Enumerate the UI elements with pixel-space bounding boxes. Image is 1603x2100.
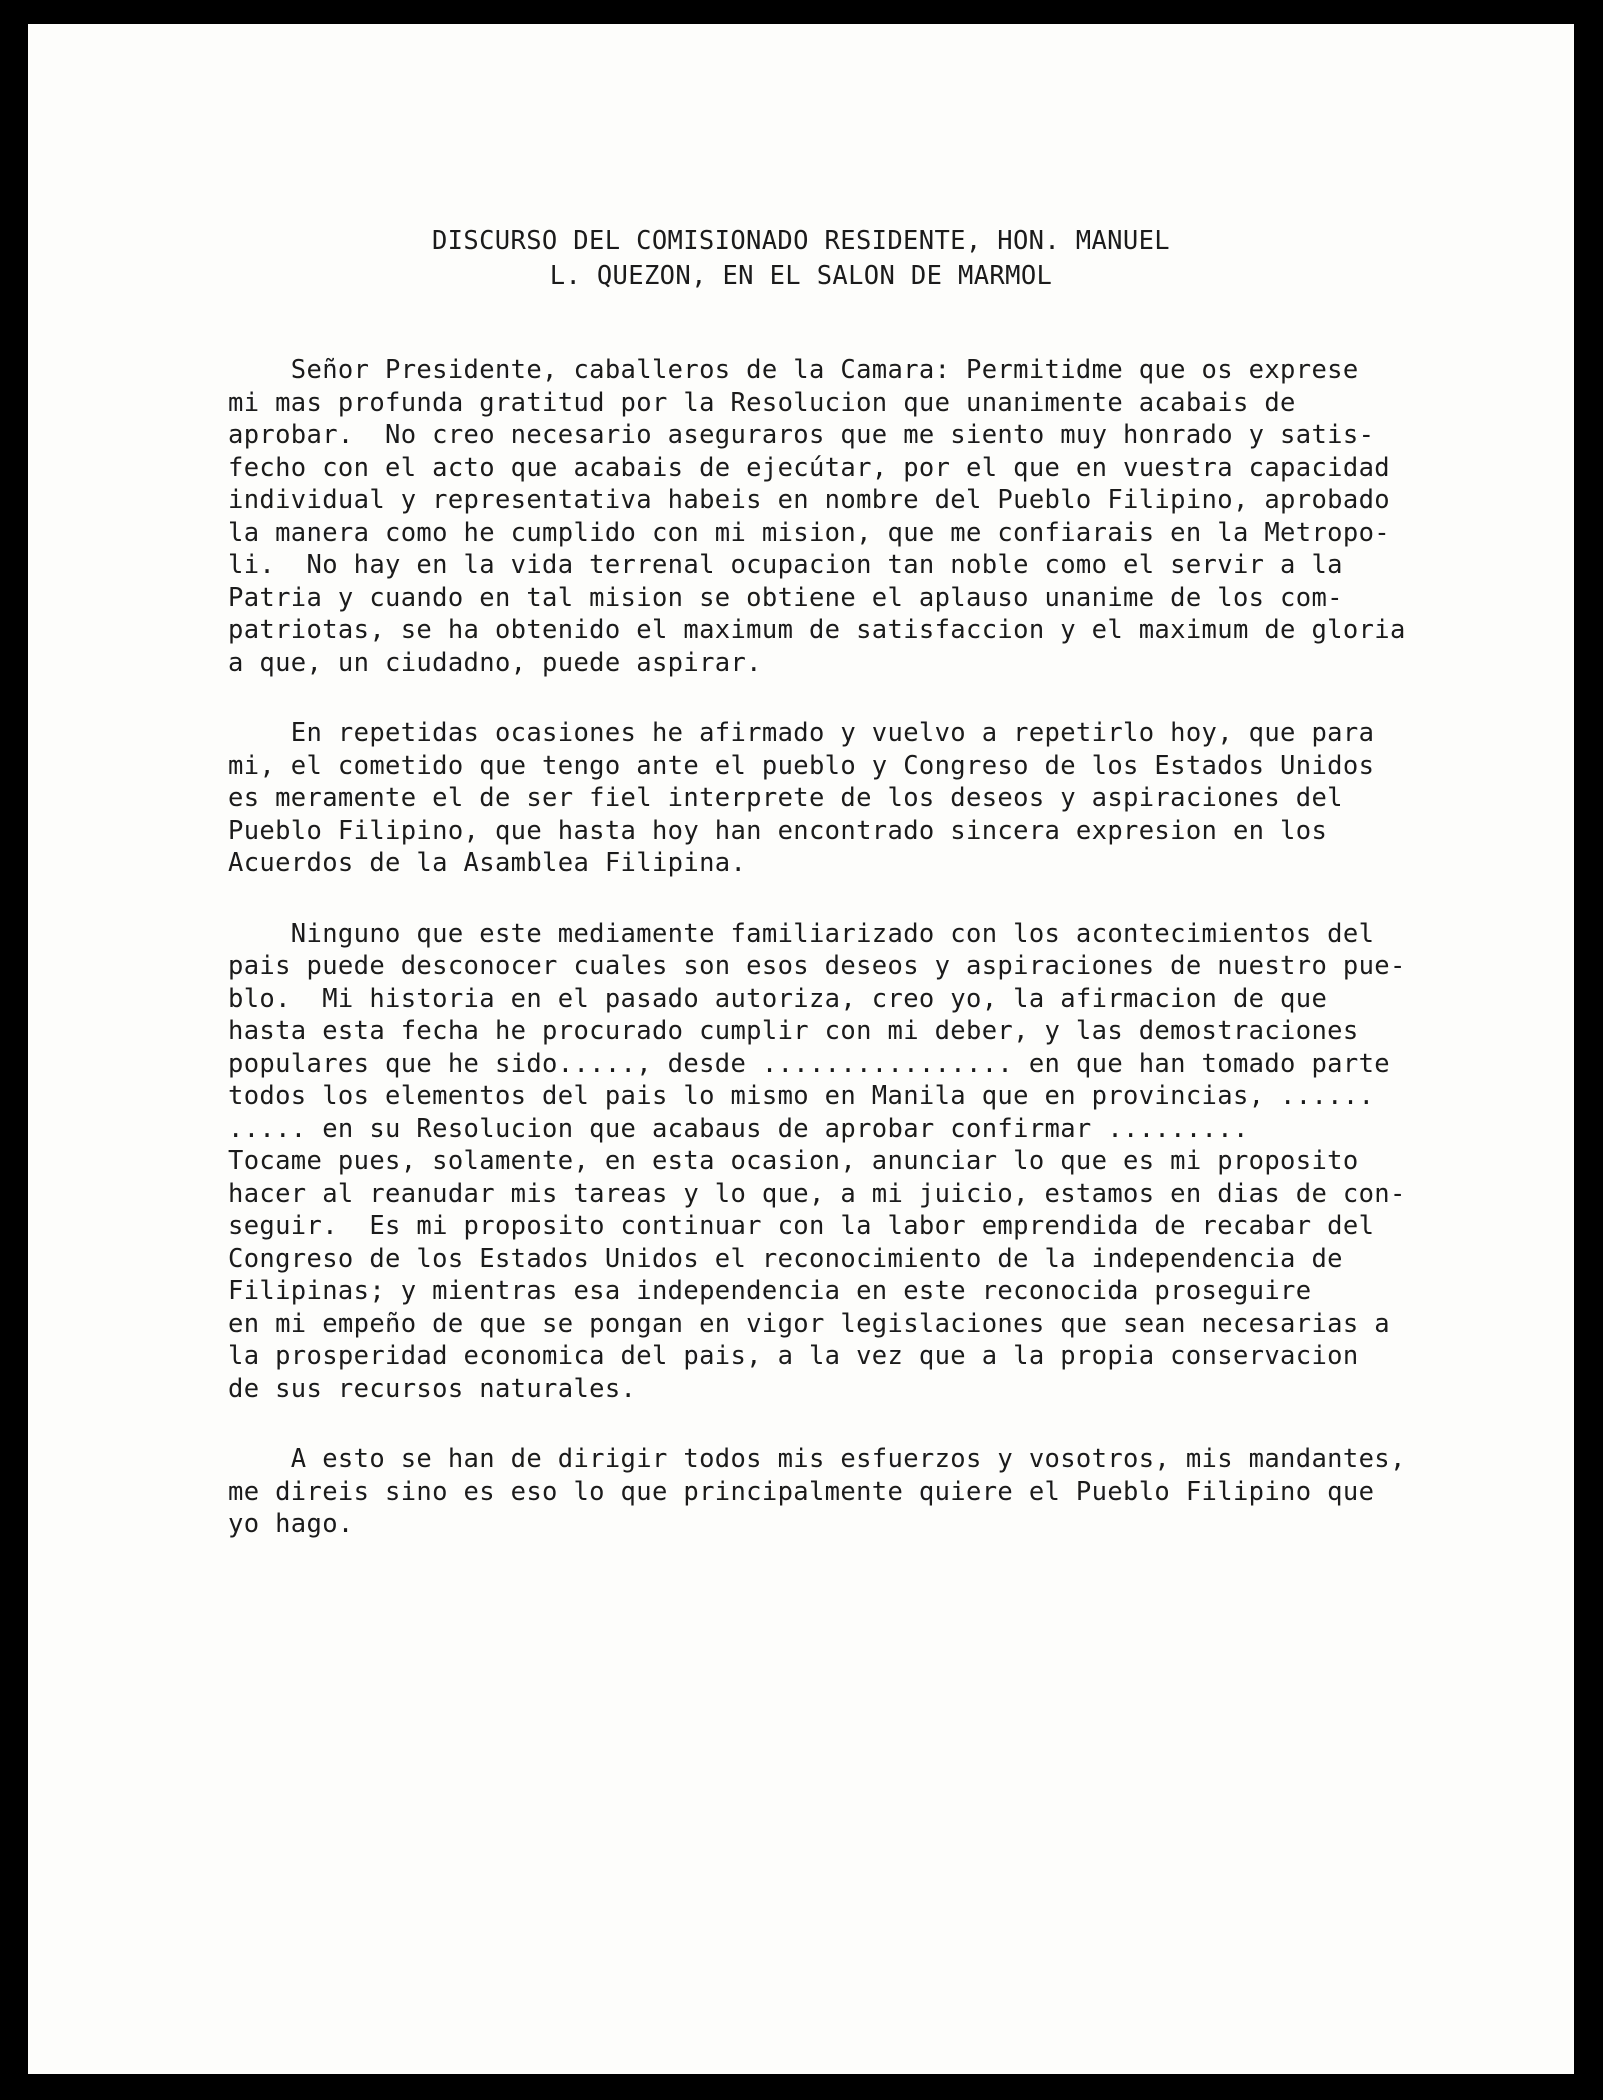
text-line: aprobar. No creo necesario aseguraros que me siento muy honrado y satis- bbox=[228, 420, 1375, 450]
text-line: la prosperidad economica del pais, a la vez que a la propia conservacion bbox=[228, 1341, 1359, 1371]
paragraph-1 bbox=[228, 354, 1518, 679]
text-line: Ninguno que este mediamente familiarizado con los acontecimientos del bbox=[228, 918, 1375, 949]
document-title bbox=[28, 224, 1574, 294]
paragraph-4 bbox=[228, 1443, 1518, 1541]
text-line: todos los elementos del pais lo mismo en Manila que en provincias, ...... bbox=[228, 1081, 1375, 1111]
text-line: hasta esta fecha he procurado cumplir con mi deber, y las demostraciones bbox=[228, 1016, 1359, 1046]
text-line: patriotas, se ha obtenido el maximum de satisfaccion y el maximum de gloria bbox=[228, 615, 1406, 645]
text-line: me direis sino es eso lo que principalmente quiere el Pueblo Filipino que bbox=[228, 1476, 1375, 1507]
text-line: la manera como he cumplido con mi mision, que me confiarais en la Metropo- bbox=[228, 517, 1390, 548]
title-line-2: L. QUEZON, EN EL SALON DE MARMOL bbox=[549, 261, 1053, 291]
text-line: pais puede desconocer cuales son esos deseos y aspiraciones de nuestro pue- bbox=[228, 951, 1406, 981]
text-line: Patria y cuando en tal mision se obtiene el aplauso unanime de los com- bbox=[228, 582, 1343, 613]
text-line: li. No hay en la vida terrenal ocupacion tan noble como el servir a la bbox=[228, 550, 1343, 580]
text-line: populares que he sido....., desde ................ en que han tomado parte bbox=[228, 1048, 1390, 1079]
text-line: es meramente el de ser fiel interprete de los deseos y aspiraciones del bbox=[228, 783, 1343, 813]
text-line: Acuerdos de la Asamblea Filipina. bbox=[228, 848, 747, 878]
text-line: hacer al reanudar mis tareas y lo que, a mi juicio, estamos en dias de con- bbox=[228, 1178, 1406, 1209]
document-page bbox=[28, 24, 1574, 2074]
text-line: blo. Mi historia en el pasado autoriza, creo yo, la afirmacion de que bbox=[228, 983, 1328, 1014]
paragraph-3 bbox=[228, 918, 1518, 1406]
text-line: de sus recursos naturales. bbox=[228, 1373, 637, 1404]
text-line: Filipinas; y mientras esa independencia en este reconocida proseguire bbox=[228, 1276, 1312, 1306]
text-line: fecho con el acto que acabais de ejecútar, por el que en vuestra capacidad bbox=[228, 452, 1390, 483]
title-line-1: DISCURSO DEL COMISIONADO RESIDENTE, HON. MANUEL bbox=[431, 226, 1170, 256]
text-line: ..... en su Resolucion que acabaus de aprobar confirmar ......... bbox=[228, 1113, 1249, 1144]
text-line: individual y representativa habeis en nombre del Pueblo Filipino, aprobado bbox=[228, 485, 1390, 515]
text-line: Congreso de los Estados Unidos el reconocimiento de la independencia de bbox=[228, 1243, 1343, 1274]
paragraph-2 bbox=[228, 717, 1518, 880]
text-line: a que, un ciudadno, puede aspirar. bbox=[228, 647, 762, 678]
text-line: yo hago. bbox=[228, 1509, 354, 1539]
document-body bbox=[228, 354, 1518, 1579]
text-line: En repetidas ocasiones he afirmado y vuelvo a repetirlo hoy, que para bbox=[228, 718, 1375, 748]
text-line: Señor Presidente, caballeros de la Camara: Permitidme que os exprese bbox=[228, 355, 1359, 385]
text-line: en mi empeño de que se pongan en vigor legislaciones que sean necesarias a bbox=[228, 1308, 1390, 1339]
text-line: seguir. Es mi proposito continuar con la labor emprendida de recabar del bbox=[228, 1211, 1375, 1241]
text-line: A esto se han de dirigir todos mis esfuerzos y vosotros, mis mandantes, bbox=[228, 1444, 1406, 1474]
text-line: mi mas profunda gratitud por la Resolucion que unanimente acabais de bbox=[228, 387, 1296, 418]
text-line: Pueblo Filipino, que hasta hoy han encontrado sincera expresion en los bbox=[228, 815, 1328, 846]
text-line: mi, el cometido que tengo ante el pueblo y Congreso de los Estados Unidos bbox=[228, 750, 1375, 781]
text-line: Tocame pues, solamente, en esta ocasion, anunciar lo que es mi proposito bbox=[228, 1146, 1359, 1176]
